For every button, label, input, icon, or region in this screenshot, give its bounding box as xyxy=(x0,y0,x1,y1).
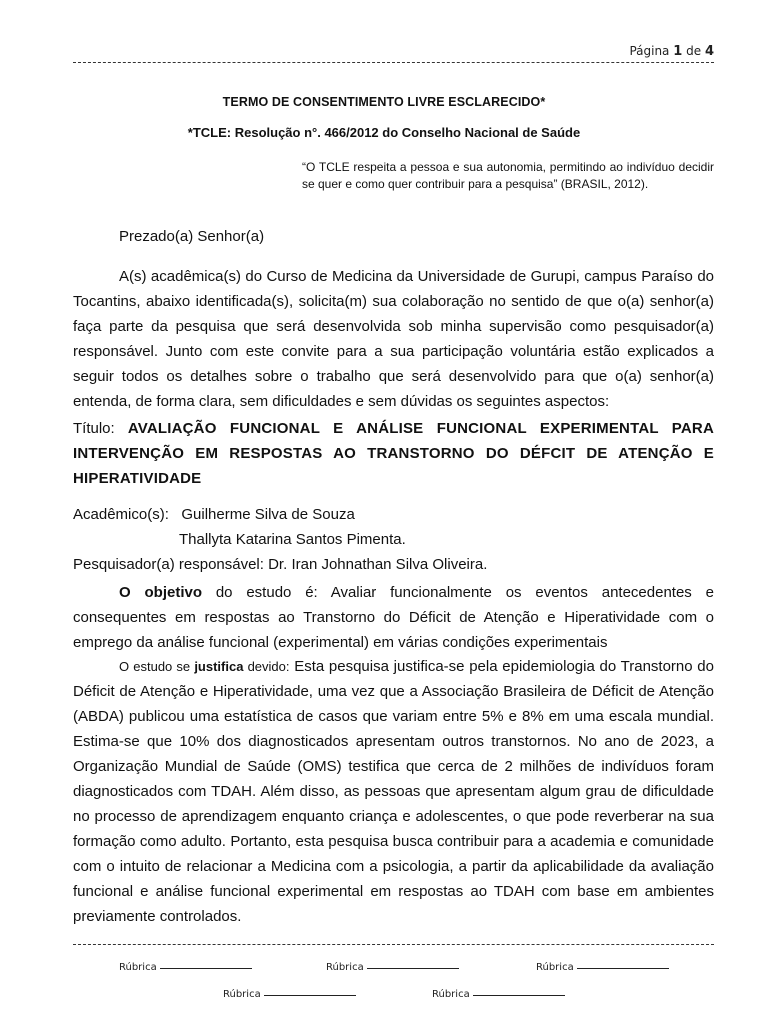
justify-text: Esta pesquisa justifica-se pela epidemiologia do Transtorno do Déficit de Atenção e Hiperatividade, uma vez que a Associação Brasileira de Déficit de Atenção (ABDA) publicou uma estatística de casos que variam entre 5% e 8% em uma escala mundial. Estima-se que 10% dos diagnosticados apresentam outros transtornos. No ano de 2023, a Organização Mundial de Saúde (OMS) testifica que cerca de 2 milhões de indivíduos foram diagnosticados com TDAH. Além disso, as pessoas que apresentam algum grau de dificuldade no processo de aprendizagem enquanto criança e adolescentes, o que pode reverberar na sua formação como adulto. Portanto, esta pesquisa busca contribuir para a academia e comunidade com o intuito de relacionar a Medicina com a psicologia, a partir da aplicabilidade da avaliação funcional e análise funcional experimental em respostas ao TDAH com base em ambientes previamente controlados. xyxy=(73,658,714,925)
rubric-field-5 xyxy=(432,989,565,1000)
rubric-label: Rúbrica xyxy=(119,962,157,973)
rubric-label: Rúbrica xyxy=(326,962,364,973)
intro-paragraph: A(s) acadêmica(s) do Curso de Medicina da Universidade de Gurupi, campus Paraíso do Tocantins, abaixo identificada(s), solicita(m) sua colaboração no sentido de que o(a) senhor(a) faça parte da pesquisa que será desenvolvida sob minha supervisão como pesquisador(a) responsável. Junto com este convite para a sua participação voluntária estão explicados a seguir todos os detalhes sobre o trabalho que será desenvolvido para que o(a) senhor(a) entenda, de forma clara, sem dificuldades e sem dúvidas os seguintes aspectos: xyxy=(73,268,714,410)
header-divider xyxy=(73,62,714,63)
rubric-label: Rúbrica xyxy=(536,962,574,973)
rubric-field-3 xyxy=(536,962,669,973)
justify-lead-a: O estudo se xyxy=(119,659,195,674)
rubric-line xyxy=(473,994,565,996)
objective-text: do estudo é: Avaliar funcionalmente os eventos antecedentes e consequentes em respostas ao Transtorno do Déficit de Atenção e Hiperatividade com o emprego da análise funcional (experimental) em várias condições experimentais xyxy=(73,584,714,651)
page-number xyxy=(629,44,714,59)
rubric-line xyxy=(264,994,356,996)
justify-lead-c: devido: xyxy=(243,659,290,674)
objective-lead: O objetivo xyxy=(119,584,202,601)
rubric-field-2 xyxy=(326,962,459,973)
academics-label: Acadêmico(s): xyxy=(73,506,169,523)
research-title: AVALIAÇÃO FUNCIONAL E ANÁLISE FUNCIONAL EXPERIMENTAL PARA INTERVENÇÃO EM RESPOSTAS AO TRANSTORNO DO DÉFCIT DE ATENÇÃO E HIPERATIVIDADE xyxy=(73,420,714,487)
document-title: TERMO DE CONSENTIMENTO LIVRE ESCLARECIDO* xyxy=(222,95,546,109)
page-current: 1 xyxy=(673,44,683,59)
footer-divider xyxy=(73,944,714,945)
page-label: Página xyxy=(629,44,670,58)
rubric-line xyxy=(577,967,669,969)
rubric-label: Rúbrica xyxy=(432,989,470,1000)
title-label: Título: xyxy=(73,420,115,437)
academic-name-2: Thallyta Katarina Santos Pimenta. xyxy=(179,531,406,548)
researcher-line: Pesquisador(a) responsável: Dr. Iran Johnathan Silva Oliveira. xyxy=(73,556,488,573)
document-subtitle: *TCLE: Resolução n°. 466/2012 do Conselho Nacional de Saúde xyxy=(187,125,581,140)
academic-name-1: Guilherme Silva de Souza xyxy=(181,506,355,523)
rubric-field-1 xyxy=(119,962,252,973)
rubric-field-4 xyxy=(223,989,356,1000)
rubric-label: Rúbrica xyxy=(223,989,261,1000)
page-sep: de xyxy=(686,44,702,58)
epigraph-quote: “O TCLE respeita a pessoa e sua autonomia, permitindo ao indivíduo decidir se quer e como quer contribuir para a pesquisa” (BRASIL, 2012). xyxy=(302,160,714,191)
academics-block xyxy=(73,502,714,577)
justification-paragraph xyxy=(73,654,714,929)
academic-row xyxy=(73,502,714,527)
rubric-line xyxy=(367,967,459,969)
greeting: Prezado(a) Senhor(a) xyxy=(119,228,265,245)
page-total: 4 xyxy=(704,44,714,59)
objective-paragraph xyxy=(73,580,714,655)
rubric-line xyxy=(160,967,252,969)
justify-lead-b: justifica xyxy=(194,659,244,674)
research-title-block xyxy=(73,416,714,491)
